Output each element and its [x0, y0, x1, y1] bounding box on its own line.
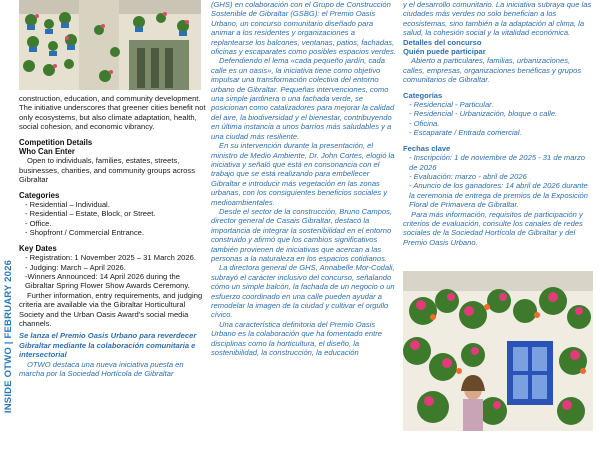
categories-heading: Categories: [19, 190, 60, 200]
paragraph: (GHS) en colaboración con el Grupo de Construcción Sostenible de Gibraltar (GSBG): el Premio Oasis Urbano, un concurso comunitario diseñado para animar a los residentes y organizaciones a replantearse los balcones, ventanas, patios, fachadas, oficinas y escaparates como posibles espacios verdes.: [211, 0, 396, 57]
list-item: - Office.: [25, 218, 52, 228]
categories-list-es: [403, 100, 593, 138]
paragraph: En su intervención durante la presentación, el ministro de Medio Ambiente, Dr. John Cortes, elogió la iniciativa y señaló que está en consonancia con el trabajo que se está realizando para embellecer Gibraltar e introducir más vegetación en las zonas urbanas, con los consiguientes beneficios sociales y medioambientales.: [211, 141, 395, 207]
key-dates-list: [19, 253, 207, 291]
paragraph: La directora general de GHS, Annabelle Mor-Codali, subrayó el carácter inclusivo del concurso, señalando cómo un simple balcón, la fachada de un negocio o un esfuerzo coordinado en una calle pueden ayudar a remodelar la imagen de la ciudad y cultivar el orgullo cívico.: [211, 263, 395, 320]
list-item: - Residential – Individual.: [25, 200, 110, 210]
more-info-es: Para más información, requisitos de participación y criterios de evaluación, consulte los canales de redes sociales de la Sociedad Hortícola de Gibraltar y del Premio Oasis Urbano.: [403, 209, 583, 247]
list-item: - Oficina.: [409, 118, 440, 128]
paragraph: Una característica definitoria del Premio Oasis Urbano es la colaboración que ha fomentado entre disciplinas como la horticultura, el diseño, la sostenibilidad, la construcción, la educación: [211, 319, 382, 358]
vertical-issue-label: INSIDE OTWO | FEBRUARY 2026: [3, 259, 15, 413]
spanish-lead: OTWO destaca una nueva iniciativa puesta en marcha por la Sociedad Hortícola de Gibraltar: [19, 359, 184, 378]
intro-paragraph: construction, education, and community development. The initiative underscores that greener cities benefit not only ecosystems, but also climate adaptation, health, social cohesion, and economic vibrancy.: [19, 94, 206, 132]
paragraph: y el desarrollo comunitario. La iniciativa subraya que las ciudades más verdes no solo benefician a los ecosistemas, sino también a la adaptación al clima, la salud, la cohesión social y la vitalidad económica.: [403, 0, 592, 38]
who-text: Open to individuals, families, estates, streets, businesses, charities, and community groups across Gibraltar: [19, 156, 196, 185]
list-item: - Shopfront / Commercial Entrance.: [25, 228, 145, 238]
list-item: - Residencial - Particular.: [409, 100, 494, 110]
who-text-es: Abierto a particulares, familias, urbanizaciones, calles, empresas, organizaciones benéficas y grupos comunitarios de Gibraltar.: [403, 56, 582, 85]
list-item: - Evaluación: marzo - abril de 2026: [409, 171, 527, 181]
column-english: [19, 94, 207, 378]
categories-heading-es: Categorías: [403, 90, 443, 100]
dates-list-es: [403, 153, 593, 209]
column-spanish-right: [403, 0, 593, 247]
details-heading: Detalles del concurso: [403, 37, 482, 47]
list-item: - Anuncio de los ganadores: 14 abril de 2026 durante la ceremonia de entrega de premios de la Exposición Floral de Primavera de Gibraltar.: [409, 181, 588, 210]
key-dates-heading: Key Dates: [19, 243, 57, 253]
paragraph: Desde el sector de la construcción, Bruno Campos, director general de Casais Gibraltar, destacó la importancia de integrar la sostenibilidad en el entorno construido y afirmó que los cambios significativos también provienen de iniciativas que acercan a las personas a la naturaleza en los espacios cotidianos.: [211, 206, 393, 263]
dates-heading-es: Fechas clave: [403, 143, 451, 153]
list-item: - Judging: March – April 2026.: [25, 262, 126, 272]
who-heading-es: Quién puede participar: [403, 47, 486, 57]
list-item: - Residential – Estate, Block, or Street.: [25, 209, 156, 219]
list-item: - Registration: 1 November 2025 – 31 March 2026.: [25, 253, 196, 263]
list-item: -Winners Announced: 14 April 2026 during the Gibraltar Spring Flower Show Awards Ceremony.: [25, 271, 190, 291]
flower-pots-wall-photo: [19, 0, 201, 90]
who-heading: Who Can Enter: [19, 147, 75, 157]
spanish-title: Se lanza el Premio Oasis Urbano para reverdecer Gibraltar mediante la colaboración comunitaria e intersectorial: [19, 331, 197, 360]
categories-list: [19, 200, 207, 238]
flowers-window-woman-photo: [403, 271, 593, 431]
column-spanish-middle: [211, 0, 396, 357]
further-info: Further information, entry requirements, and judging criteria are available via the Gibraltar Horticultural Society and the Urban Oasis Award's social media channels.: [19, 290, 203, 328]
competition-heading: Competition Details: [19, 137, 93, 147]
list-item: - Inscripción: 1 de noviembre de 2025 - 31 de marzo de 2026: [409, 153, 586, 172]
list-item: - Escaparate / Entrada comercial.: [409, 128, 522, 138]
list-item: - Residencial - Urbanización, bloque o calle.: [409, 109, 558, 119]
paragraph: Defendiendo el lema «cada pequeño jardín, cada calle es un oasis», la iniciativa tiene como objetivo impulsar una transformación colectiva del entorno urbano de Gibraltar. Pequeñas intervenciones, como una simple jardinera o una fachada verde, se posicionan como catalizadores para mejorar la calidad del aire, la biodiversidad y el bienestar, contribuyendo en última instancia a unos barrios más saludables y a una ciudad más resiliente.: [211, 56, 395, 141]
